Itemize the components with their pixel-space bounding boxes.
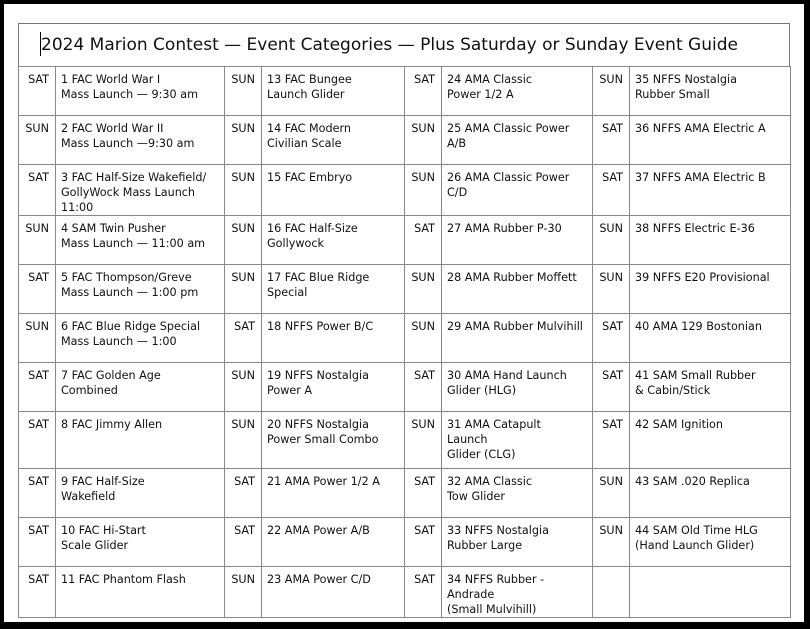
event-day: SAT: [225, 314, 262, 363]
event-name: 24 AMA Classic Power 1/2 A: [442, 67, 593, 116]
event-name: 42 SAM Ignition: [630, 412, 791, 469]
event-day: SAT: [225, 469, 262, 518]
event-day: SAT: [225, 518, 262, 567]
text-cursor: [40, 32, 41, 56]
event-day: SAT: [19, 469, 56, 518]
event-day: SUN: [593, 216, 630, 265]
event-day: SUN: [225, 67, 262, 116]
event-name: 40 AMA 129 Bostonian: [630, 314, 791, 363]
event-day: SUN: [593, 67, 630, 116]
event-day: SUN: [405, 116, 442, 165]
event-day: SAT: [19, 363, 56, 412]
event-name: 23 AMA Power C/D: [262, 567, 405, 618]
event-name: 25 AMA Classic Power A/B: [442, 116, 593, 165]
event-day: SAT: [405, 216, 442, 265]
event-name: 11 FAC Phantom Flash: [56, 567, 225, 618]
event-day: SAT: [593, 116, 630, 165]
event-name: 4 SAM Twin Pusher Mass Launch — 11:00 am: [56, 216, 225, 265]
table-row: [19, 518, 791, 567]
event-day: SAT: [19, 67, 56, 116]
event-name: 7 FAC Golden Age Combined: [56, 363, 225, 412]
event-name: 43 SAM .020 Replica: [630, 469, 791, 518]
table-row: [19, 67, 791, 116]
event-day: SUN: [593, 265, 630, 314]
event-day: SAT: [19, 165, 56, 216]
table-row: [19, 216, 791, 265]
event-name: 16 FAC Half-Size Gollywock: [262, 216, 405, 265]
event-day: SAT: [19, 518, 56, 567]
event-day: SAT: [405, 67, 442, 116]
event-name: 17 FAC Blue Ridge Special: [262, 265, 405, 314]
event-name: 31 AMA Catapult Launch Glider (CLG): [442, 412, 593, 469]
event-name: 3 FAC Half-Size Wakefield/ GollyWock Mass Launch 11:00: [56, 165, 225, 216]
table-row: [19, 363, 791, 412]
event-day: SAT: [19, 412, 56, 469]
event-name: 28 AMA Rubber Moffett: [442, 265, 593, 314]
event-day: SUN: [405, 265, 442, 314]
event-name: 1 FAC World War I Mass Launch — 9:30 am: [56, 67, 225, 116]
event-name: 29 AMA Rubber Mulvihill: [442, 314, 593, 363]
event-name: 41 SAM Small Rubber & Cabin/Stick: [630, 363, 791, 412]
event-name: 33 NFFS Nostalgia Rubber Large: [442, 518, 593, 567]
event-name: 13 FAC Bungee Launch Glider: [262, 67, 405, 116]
event-day: SUN: [225, 363, 262, 412]
event-day: SAT: [405, 469, 442, 518]
event-name: 26 AMA Classic Power C/D: [442, 165, 593, 216]
table-row: [19, 165, 791, 216]
event-name: 15 FAC Embryo: [262, 165, 405, 216]
table-row: [19, 567, 791, 618]
event-day: SUN: [593, 518, 630, 567]
page-title: 2024 Marion Contest — Event Categories — Plus Saturday or Sunday Event Guide: [18, 23, 790, 67]
event-day: SUN: [225, 165, 262, 216]
table-row: [19, 412, 791, 469]
event-name: [630, 567, 791, 618]
event-day: SUN: [593, 469, 630, 518]
event-name: 39 NFFS E20 Provisional: [630, 265, 791, 314]
event-day: SUN: [225, 567, 262, 618]
event-day: SAT: [593, 165, 630, 216]
event-table: [18, 66, 791, 618]
event-name: 35 NFFS Nostalgia Rubber Small: [630, 67, 791, 116]
event-day: SUN: [405, 165, 442, 216]
event-day: SAT: [19, 567, 56, 618]
event-day: SUN: [225, 216, 262, 265]
event-name: 19 NFFS Nostalgia Power A: [262, 363, 405, 412]
event-name: 21 AMA Power 1/2 A: [262, 469, 405, 518]
event-day: SAT: [19, 265, 56, 314]
event-name: 38 NFFS Electric E-36: [630, 216, 791, 265]
table-row: [19, 265, 791, 314]
event-name: 10 FAC Hi-Start Scale Glider: [56, 518, 225, 567]
event-day: SAT: [405, 567, 442, 618]
event-day: SUN: [225, 265, 262, 314]
event-name: 5 FAC Thompson/Greve Mass Launch — 1:00 pm: [56, 265, 225, 314]
event-name: 30 AMA Hand Launch Glider (HLG): [442, 363, 593, 412]
event-day: SAT: [593, 412, 630, 469]
event-day: SAT: [405, 363, 442, 412]
table-row: [19, 314, 791, 363]
event-name: 6 FAC Blue Ridge Special Mass Launch — 1:00: [56, 314, 225, 363]
event-day: SAT: [405, 518, 442, 567]
event-name: 34 NFFS Rubber - Andrade (Small Mulvihill): [442, 567, 593, 618]
event-day: SUN: [19, 314, 56, 363]
event-name: 2 FAC World War II Mass Launch —9:30 am: [56, 116, 225, 165]
event-name: 8 FAC Jimmy Allen: [56, 412, 225, 469]
event-name: 32 AMA Classic Tow Glider: [442, 469, 593, 518]
event-day: SUN: [225, 412, 262, 469]
table-row: [19, 116, 791, 165]
event-name: 37 NFFS AMA Electric B: [630, 165, 791, 216]
event-name: 36 NFFS AMA Electric A: [630, 116, 791, 165]
event-name: 27 AMA Rubber P-30: [442, 216, 593, 265]
event-day: SUN: [19, 216, 56, 265]
event-day: [593, 567, 630, 618]
event-name: 20 NFFS Nostalgia Power Small Combo: [262, 412, 405, 469]
event-name: 44 SAM Old Time HLG (Hand Launch Glider): [630, 518, 791, 567]
event-name: 9 FAC Half-Size Wakefield: [56, 469, 225, 518]
event-name: 22 AMA Power A/B: [262, 518, 405, 567]
table-row: [19, 469, 791, 518]
event-day: SAT: [593, 314, 630, 363]
event-name: 18 NFFS Power B/C: [262, 314, 405, 363]
event-name: 14 FAC Modern Civilian Scale: [262, 116, 405, 165]
event-day: SUN: [405, 314, 442, 363]
event-day: SAT: [593, 363, 630, 412]
event-day: SUN: [19, 116, 56, 165]
event-day: SUN: [405, 412, 442, 469]
event-day: SUN: [225, 116, 262, 165]
